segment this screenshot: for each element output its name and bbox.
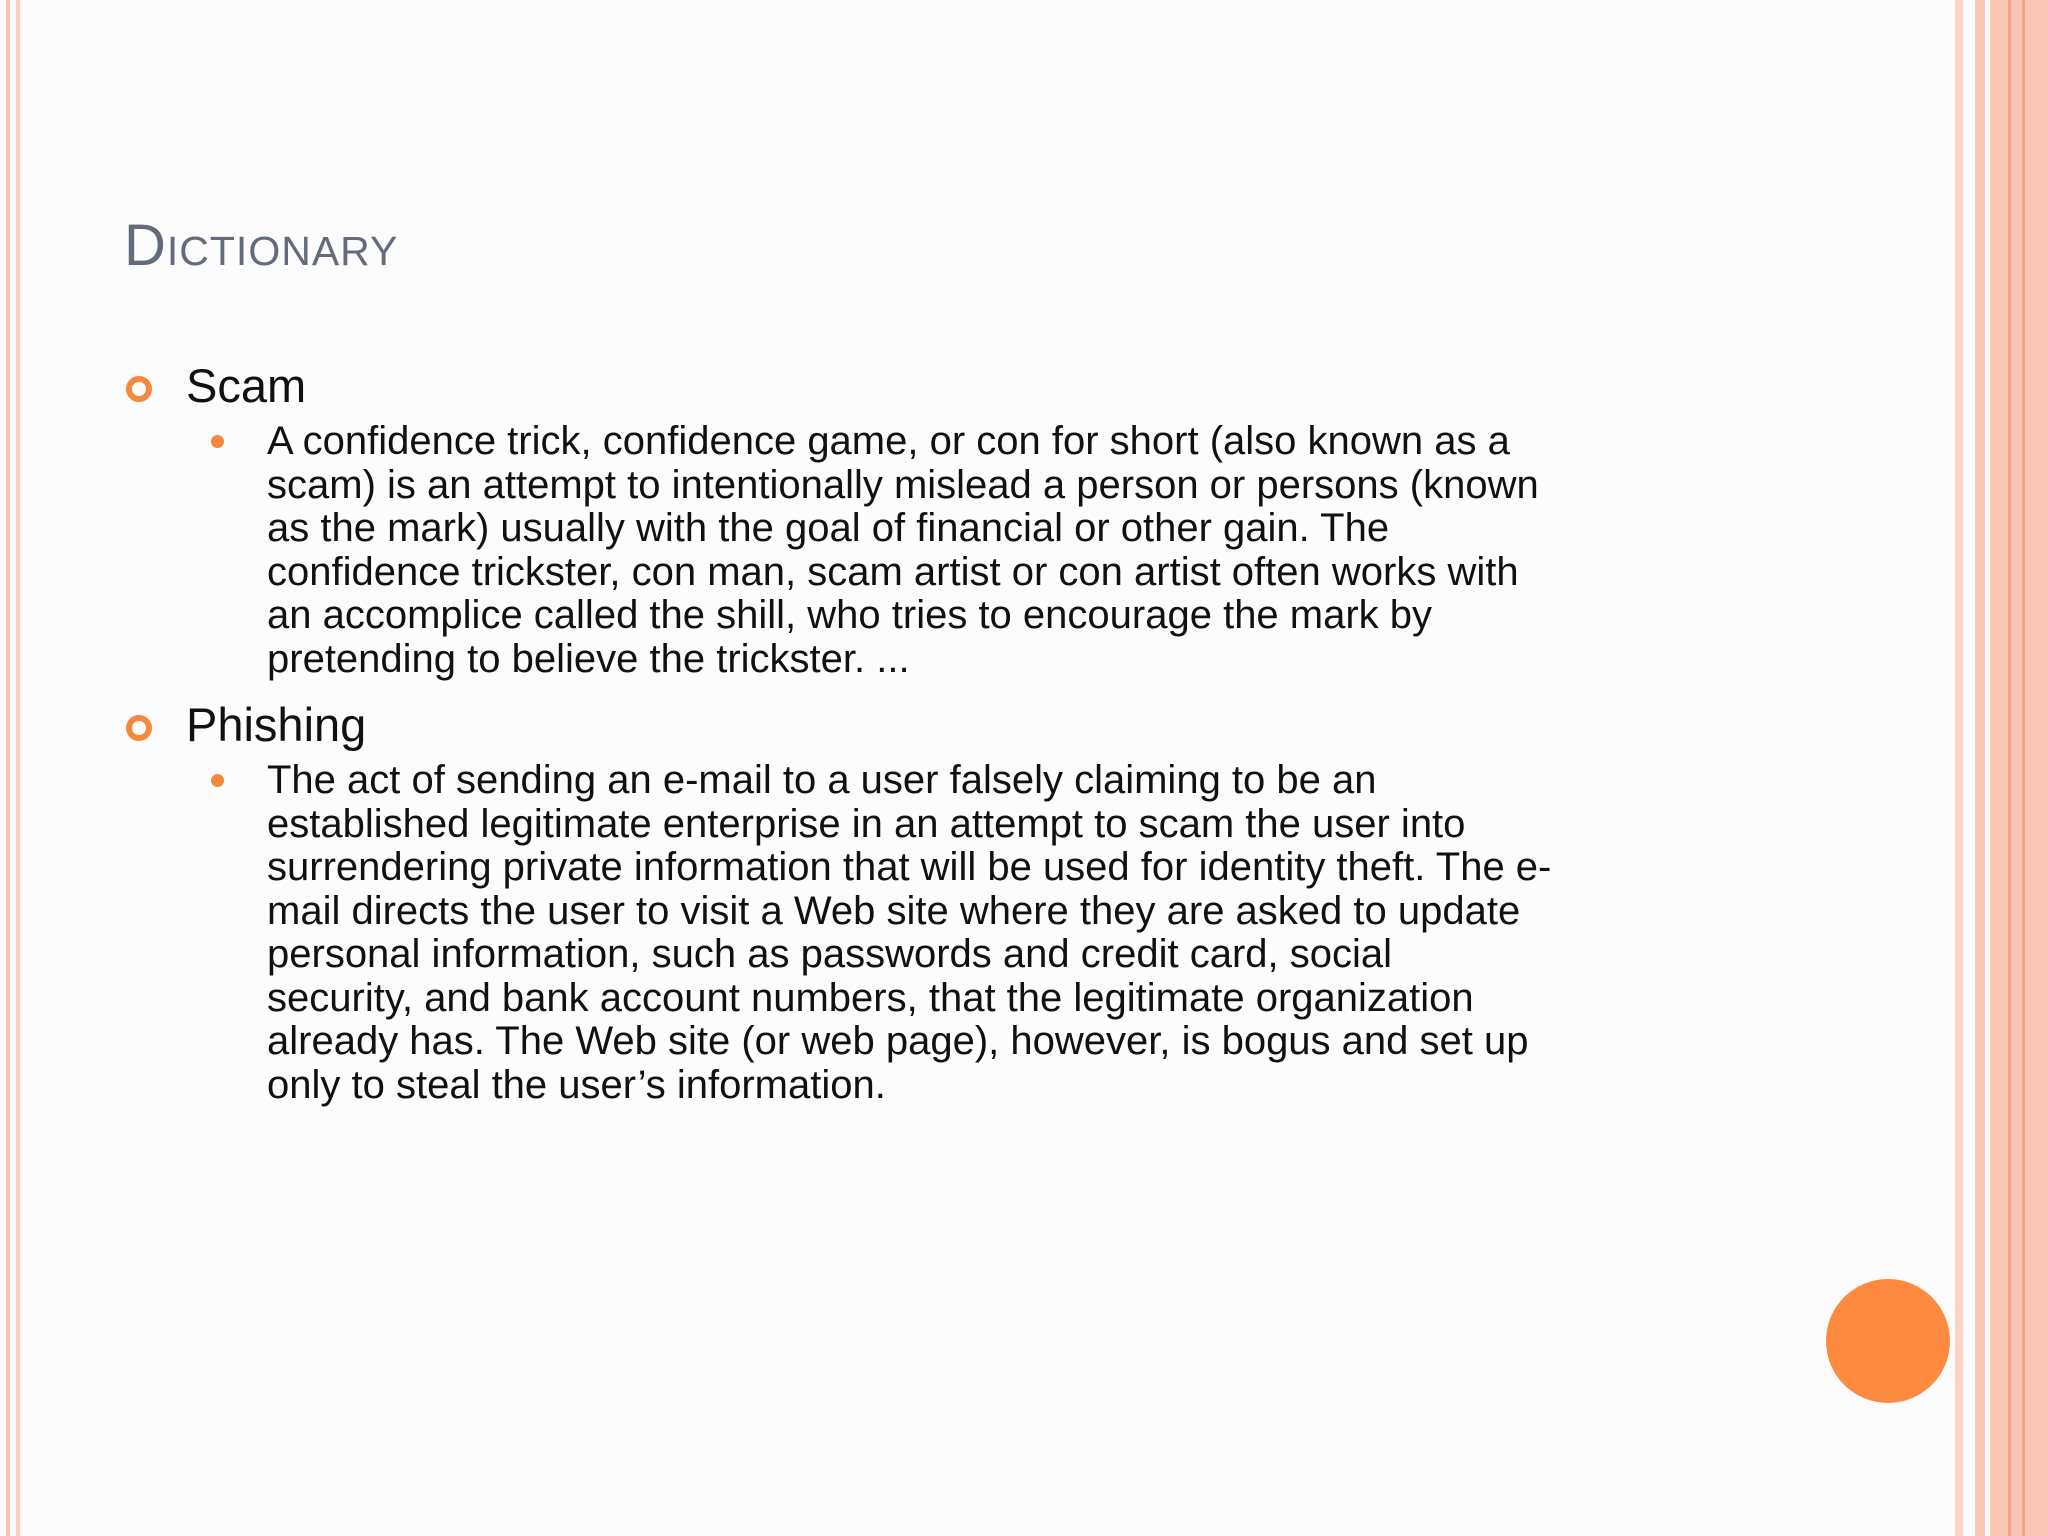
slide-content xyxy=(124,358,1764,1123)
left-border-line xyxy=(6,0,10,1536)
definition-line: already has. The Web site (or web page), however, is bogus and set up xyxy=(267,1019,1529,1063)
definition-line: an accomplice called the shill, who tries to encourage the mark by xyxy=(267,593,1433,637)
definition-line: confidence trickster, con man, scam artist or con artist often works with xyxy=(267,549,1519,594)
term-label: Phishing xyxy=(186,698,367,751)
dot-bullet-icon xyxy=(211,435,224,448)
right-border-line xyxy=(1955,0,1963,1536)
term-phishing xyxy=(124,697,1764,753)
definition-line: personal information, such as passwords and credit card, social xyxy=(267,932,1392,976)
right-border-band xyxy=(1990,0,2048,1536)
left-border-line xyxy=(16,0,20,1536)
right-border-line xyxy=(1975,0,1985,1536)
definition-line: A confidence trick, confidence game, or con for short (also known as a xyxy=(267,419,1510,463)
ring-bullet-icon xyxy=(126,715,152,741)
definition-line: The act of sending an e-mail to a user falsely claiming to be an xyxy=(267,758,1377,802)
right-border-line xyxy=(2022,0,2025,1536)
definition-phishing xyxy=(124,759,1867,1107)
definition-line: scam) is an attempt to intentionally mislead a person or persons (known xyxy=(267,462,1539,507)
definition-line: as the mark) usually with the goal of financial or other gain. The xyxy=(267,506,1390,550)
dot-bullet-icon xyxy=(211,774,224,787)
ring-bullet-icon xyxy=(126,376,152,402)
definition-scam xyxy=(124,420,1867,681)
definition-line: only to steal the user’s information. xyxy=(267,1062,886,1107)
definition-line: surrendering private information that will be used for identity theft. The e- xyxy=(267,845,1552,889)
definition-line: established legitimate enterprise in an attempt to scam the user into xyxy=(267,801,1466,846)
definition-line: mail directs the user to visit a Web site where they are asked to update xyxy=(267,888,1521,933)
term-scam xyxy=(124,358,1764,414)
definition-line: security, and bank account numbers, that the legitimate organization xyxy=(267,975,1474,1020)
decorative-circle xyxy=(1826,1279,1950,1403)
slide-title: Dictionary xyxy=(124,213,399,278)
right-border-line xyxy=(2008,0,2011,1536)
definition-line: pretending to believe the trickster. ... xyxy=(267,636,910,681)
term-label: Scam xyxy=(186,359,307,412)
